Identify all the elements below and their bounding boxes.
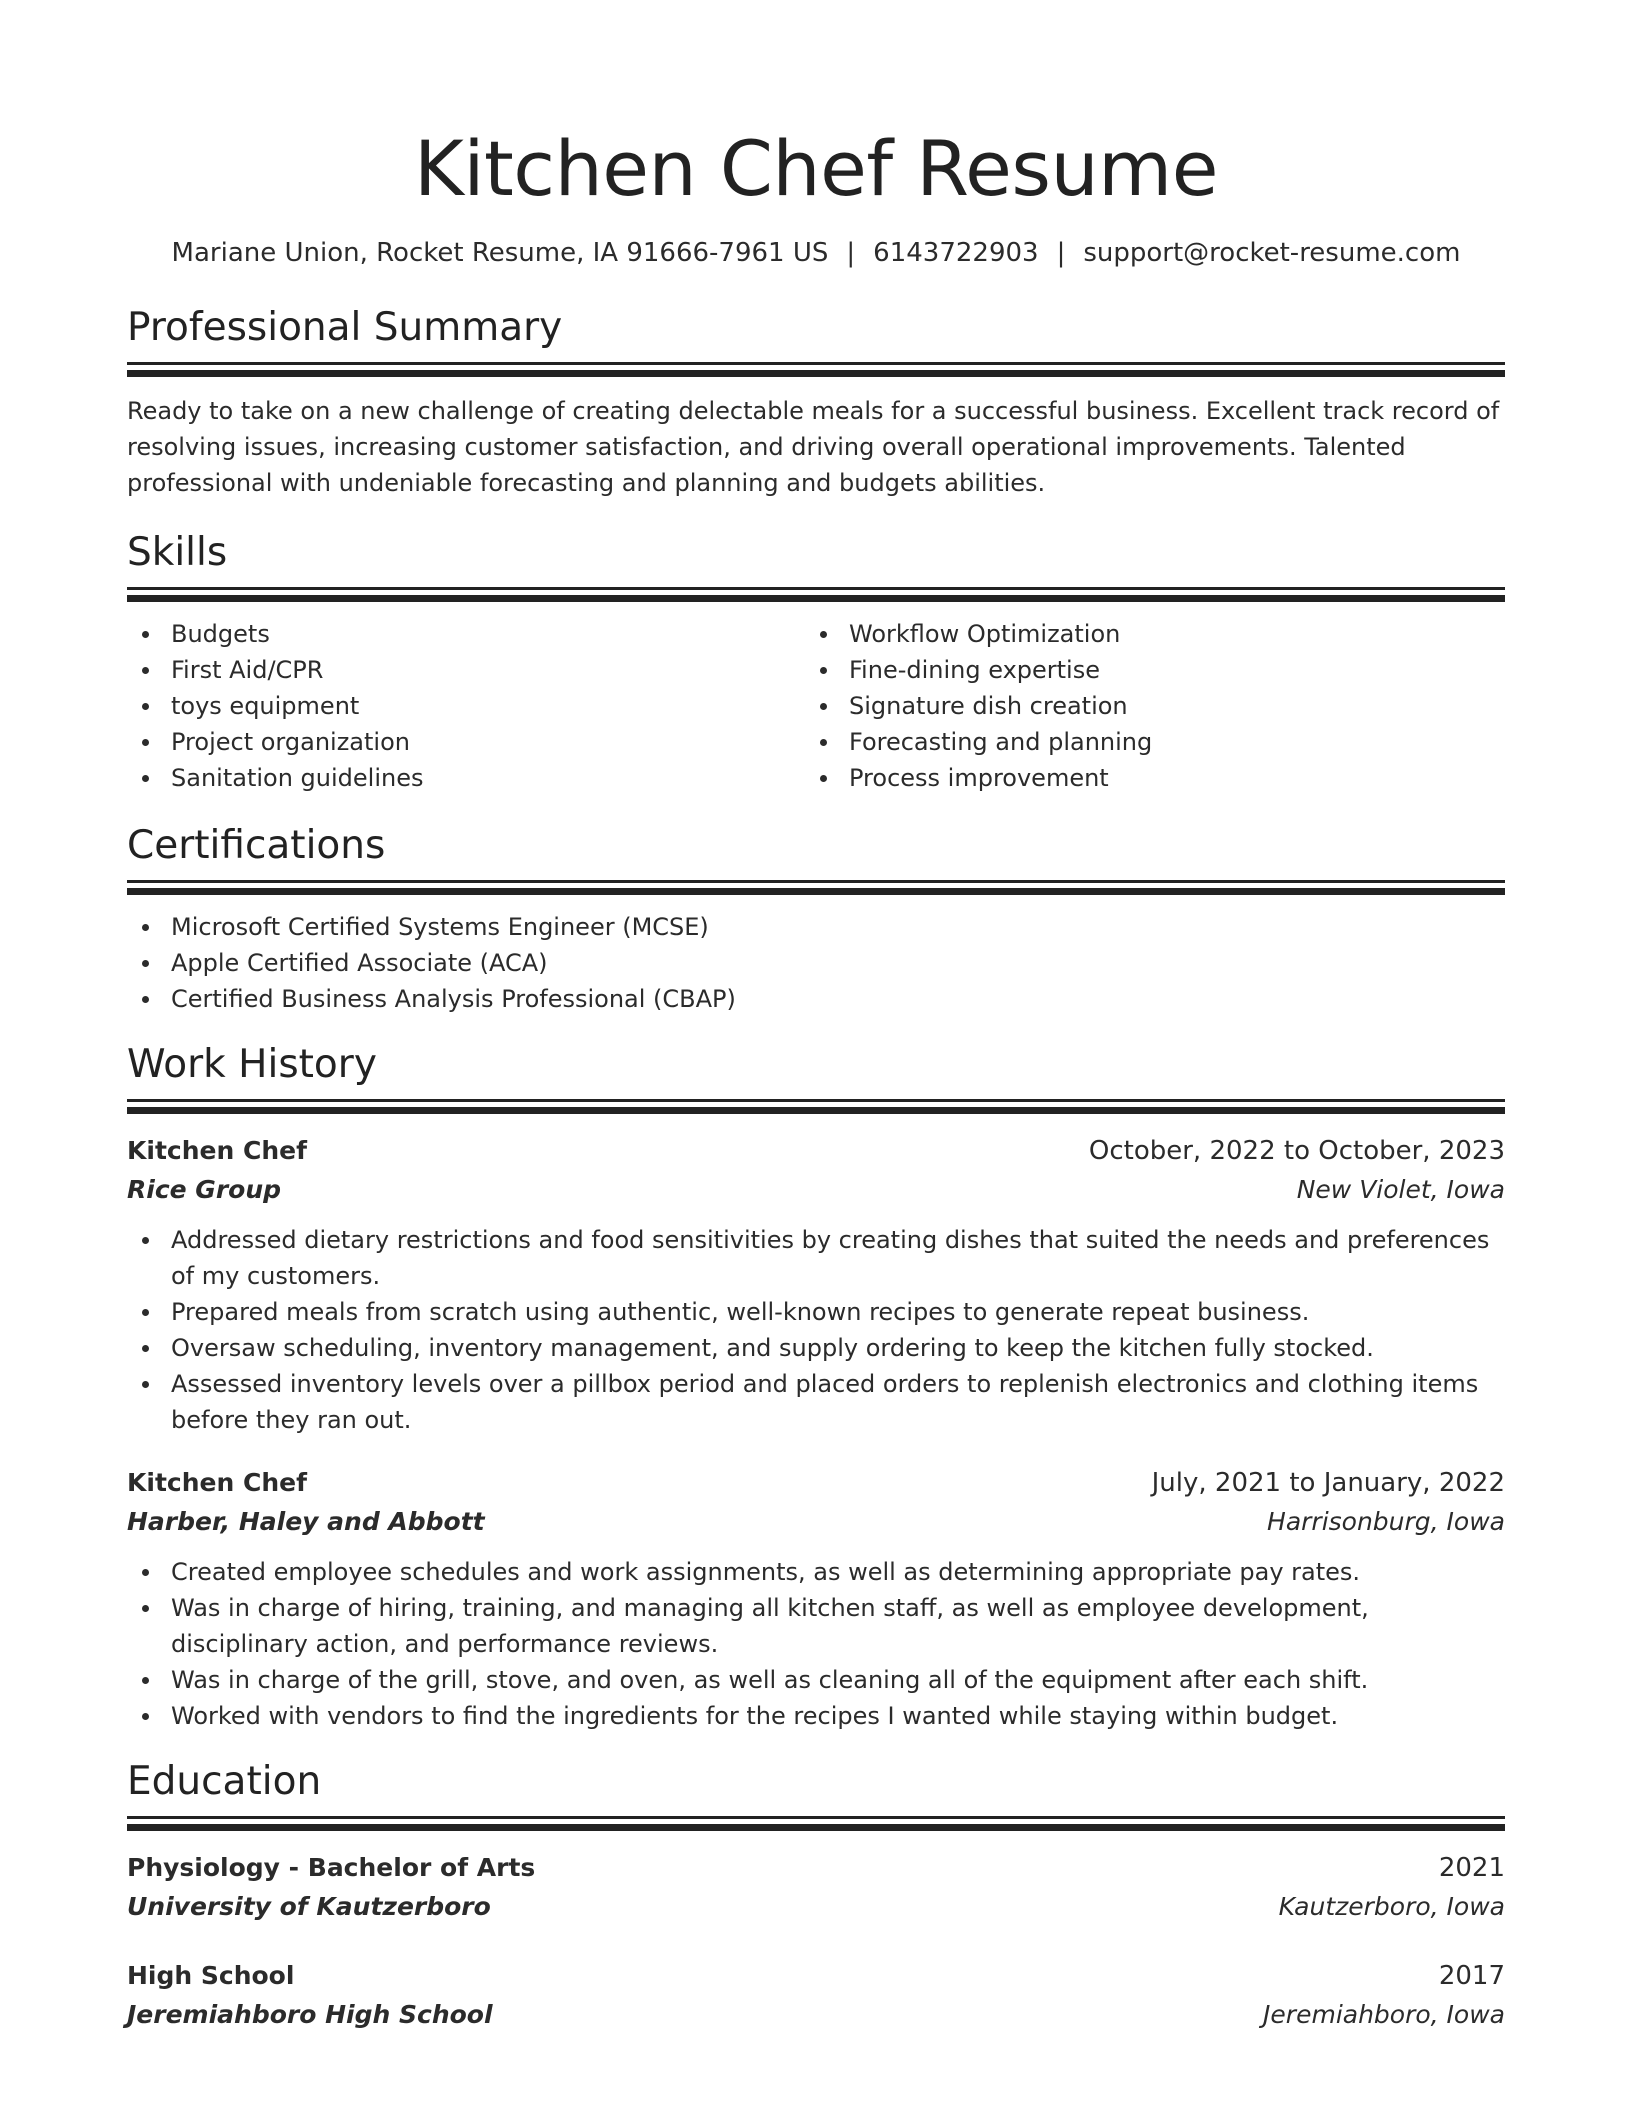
skills-heading: Skills xyxy=(127,530,228,575)
section-rule xyxy=(127,1099,1505,1102)
job-bullet: Worked with vendors to find the ingredients for the recipes I wanted while staying within budget. xyxy=(127,1698,1505,1734)
certifications-heading: Certifications xyxy=(127,823,386,868)
contact-phone: 6143722903 xyxy=(873,238,1039,268)
skill-item: Forecasting and planning xyxy=(805,724,1483,760)
education-heading: Education xyxy=(127,1759,322,1804)
job-company: Harber, Haley and Abbott xyxy=(127,1507,485,1536)
education-entry xyxy=(127,1957,1505,2035)
section-rule xyxy=(127,1824,1505,1831)
education-school-row xyxy=(127,1995,1505,2035)
skills-left-column xyxy=(127,616,805,796)
job-title: Kitchen Chef xyxy=(127,1468,307,1497)
section-rule xyxy=(127,587,1505,590)
job-header-row xyxy=(127,1132,1505,1170)
job-location: New Violet, Iowa xyxy=(1296,1175,1505,1204)
job-dates: July, 2021 to January, 2022 xyxy=(1151,1468,1505,1498)
education-location: Kautzerboro, Iowa xyxy=(1278,1892,1505,1921)
skill-item: Fine-dining expertise xyxy=(805,652,1483,688)
section-rule xyxy=(127,1107,1505,1114)
certification-item: Microsoft Certified Systems Engineer (MCSE) xyxy=(127,909,1505,945)
section-rule xyxy=(127,1816,1505,1819)
summary-text: Ready to take on a new challenge of creating delectable meals for a successful business. Excellent track record of resolving issues, increasing customer satisfaction, and driving overall operational improvements. Talented professional with undeniable forecasting and planning and budgets abilities. xyxy=(127,397,1500,497)
job-company-row xyxy=(127,1170,1505,1210)
work-history-section xyxy=(127,1041,1505,1734)
education-year: 2021 xyxy=(1438,1853,1505,1883)
skill-item: Budgets xyxy=(127,616,805,652)
certification-item: Certified Business Analysis Professional (CBAP) xyxy=(127,981,1505,1017)
skills-list xyxy=(127,616,1505,796)
skill-item: Workflow Optimization xyxy=(805,616,1483,652)
education-school: University of Kautzerboro xyxy=(127,1892,491,1921)
job-bullet: Prepared meals from scratch using authentic, well-known recipes to generate repeat business. xyxy=(127,1294,1505,1330)
resume-title: Kitchen Chef Resume xyxy=(414,124,1218,213)
job-company: Rice Group xyxy=(127,1175,282,1204)
job-bullet: Was in charge of the grill, stove, and oven, as well as cleaning all of the equipment after each shift. xyxy=(127,1662,1505,1698)
section-rule xyxy=(127,595,1505,602)
job-header-row xyxy=(127,1464,1505,1502)
job-title: Kitchen Chef xyxy=(127,1136,307,1165)
contact-separator: | xyxy=(846,238,856,268)
skill-item: Process improvement xyxy=(805,760,1483,796)
section-rule xyxy=(127,370,1505,377)
section-rule xyxy=(127,362,1505,365)
summary-section xyxy=(127,304,1505,501)
contact-separator: | xyxy=(1056,238,1066,268)
job-company-row xyxy=(127,1502,1505,1542)
skill-item: First Aid/CPR xyxy=(127,652,805,688)
skills-right-column xyxy=(805,616,1483,796)
job-bullet: Assessed inventory levels over a pillbox period and placed orders to replenish electronics and clothing items before they ran out. xyxy=(127,1366,1505,1438)
education-header-row xyxy=(127,1849,1505,1887)
education-header-row xyxy=(127,1957,1505,1995)
skill-item: toys equipment xyxy=(127,688,805,724)
certifications-list xyxy=(127,909,1505,1017)
certification-item: Apple Certified Associate (ACA) xyxy=(127,945,1505,981)
education-degree: Physiology - Bachelor of Arts xyxy=(127,1853,536,1882)
contact-email: support@rocket-resume.com xyxy=(1083,238,1461,268)
education-location: Jeremiahboro, Iowa xyxy=(1263,2000,1505,2029)
job-bullet: Created employee schedules and work assignments, as well as determining appropriate pay rates. xyxy=(127,1554,1505,1590)
job-bullet: Oversaw scheduling, inventory management, and supply ordering to keep the kitchen fully stocked. xyxy=(127,1330,1505,1366)
education-section xyxy=(127,1758,1505,2035)
summary-heading: Professional Summary xyxy=(127,305,563,350)
work-history-heading: Work History xyxy=(127,1042,377,1087)
job-entry xyxy=(127,1464,1505,1734)
job-location: Harrisonburg, Iowa xyxy=(1267,1507,1505,1536)
resume-page xyxy=(127,0,1505,2035)
skill-item: Project organization xyxy=(127,724,805,760)
education-degree: High School xyxy=(127,1961,295,1990)
certifications-section xyxy=(127,822,1505,1017)
job-bullet: Was in charge of hiring, training, and managing all kitchen staff, as well as employee development, disciplinary action, and performance reviews. xyxy=(127,1590,1505,1662)
education-year: 2017 xyxy=(1438,1961,1505,1991)
job-bullets xyxy=(127,1222,1505,1438)
section-rule xyxy=(127,888,1505,895)
contact-address: Mariane Union, Rocket Resume, IA 91666-7961 US xyxy=(171,238,829,268)
job-dates: October, 2022 to October, 2023 xyxy=(1088,1136,1505,1166)
skill-item: Signature dish creation xyxy=(805,688,1483,724)
job-entry xyxy=(127,1132,1505,1438)
skill-item: Sanitation guidelines xyxy=(127,760,805,796)
education-school: Jeremiahboro High School xyxy=(127,2000,493,2029)
contact-line xyxy=(127,236,1505,270)
education-school-row xyxy=(127,1887,1505,1927)
skills-section xyxy=(127,529,1505,796)
job-bullet: Addressed dietary restrictions and food sensitivities by creating dishes that suited the needs and preferences of my customers. xyxy=(127,1222,1505,1294)
section-rule xyxy=(127,880,1505,883)
education-entry xyxy=(127,1849,1505,1927)
job-bullets xyxy=(127,1554,1505,1734)
